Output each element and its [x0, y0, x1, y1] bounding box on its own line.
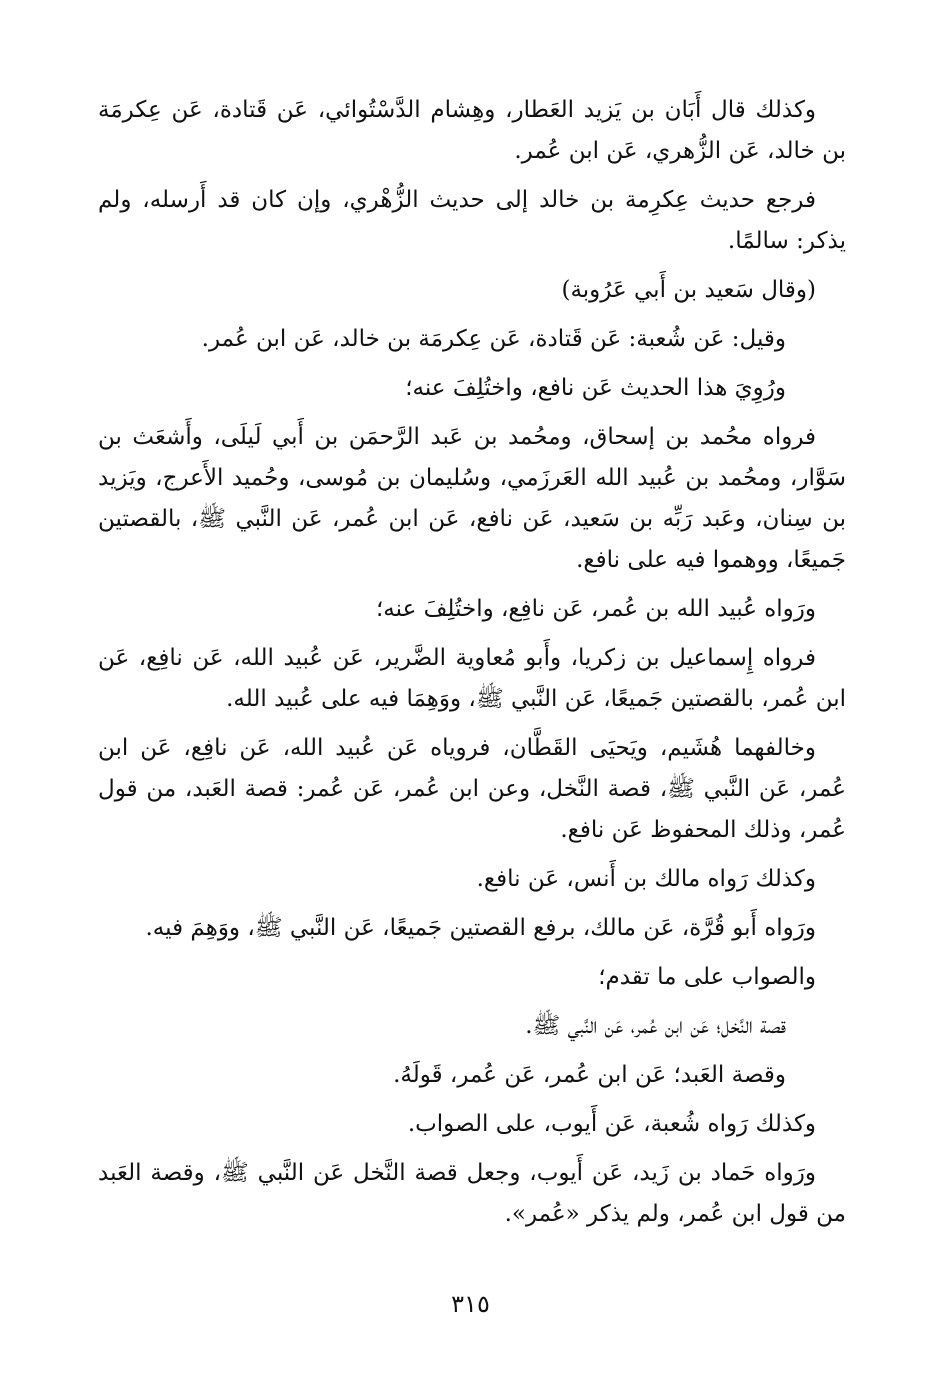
paragraph: فرواه محُمد بن إسحاق، ومحُمد بن عَبد الرَّحمَن بن أَبي لَيلَى، وأَشعَث بن سَوَّار، ومحُمد بن عُبيد الله العَرزَمي، وسُليمان بن مُوسى، وحُميد الأَعرج، ويَزيد بن سِنان، وعَبد رَبِّه بن سَعيد، عَن نافع، عَن ابن عُمر، عَن النَّبي ﷺ، بالقصتين جَميعًا، ووهموا فيه على نافع.: [98, 424, 846, 573]
paragraph: فرجع حديث عِكرِمة بن خالد إلى حديث الزُّهْري، وإن كان قد أَرسله، ولم يذكر: سالمًا.: [98, 187, 846, 254]
paragraph: وكذلك رَواه مالك بن أَنس، عَن نافع.: [476, 866, 816, 892]
paragraph: وكذلك قال أَبَان بن يَزيد العَطار، وهِشام الدَّسْتُوائي، عَن قَتادة، عَن عِكرمَة بن خالد، عَن الزُّهري، عَن ابن عُمر.: [98, 97, 846, 164]
page-body: [98, 90, 846, 1243]
paragraph: قصة النَّخل؛ عَن ابن عُمر، عَن النَّبي ﷺ.: [525, 1013, 786, 1039]
paragraph: ورَواه عُبيد الله بن عُمر، عَن نافِع، واختُلِفَ عنه؛: [376, 596, 816, 622]
paragraph: وخالفهما هُشَيم، ويَحيَى القَطَّان، فروياه عَن عُبيد الله، عَن نافِع، عَن ابن عُمر، عَن النَّبي ﷺ، قصة النَّخل، وعن ابن عُمر، عَن عُمر: قصة العَبد، من قول عُمر، وذلك المحفوظ عَن نافع.: [98, 735, 846, 843]
paragraph: وكذلك رَواه شُعبة، عَن أَيوب، على الصواب.: [407, 1111, 816, 1137]
paragraph: ورَواه حَماد بن زَيد، عَن أَيوب، وجعل قصة النَّخل عَن النَّبي ﷺ، وقصة العَبد من قول ابن عُمر، ولم يذكر «عُمر».: [98, 1160, 846, 1227]
paragraph: فرواه إِسماعيل بن زكريا، وأَبو مُعاوية الضَّرير، عَن عُبيد الله، عَن نافِع، عَن ابن عُمر، بالقصتين جَميعًا، عَن النَّبي ﷺ، ووَهِمَا فيه على عُبيد الله.: [98, 645, 846, 712]
paragraph: والصواب على ما تقدم؛: [598, 964, 816, 990]
paragraph: وقيل: عَن شُعبة: عَن قَتادة، عَن عِكرمَة بن خالد، عَن ابن عُمر.: [201, 326, 786, 352]
paragraph: ورَواه أَبو قُرَّة، عَن مالك، برفع القصتين جَميعًا، عَن النَّبي ﷺ، ووَهِمَ فيه.: [145, 915, 816, 941]
paragraph: (وقال سَعيد بن أَبي عَرُوبة): [561, 277, 816, 303]
paragraph: وقصة العَبد؛ عَن ابن عُمر، عَن عُمر، قَولَهُ.: [393, 1062, 786, 1088]
page-number: ٣١٥: [451, 1290, 490, 1318]
paragraph: ورُوِيَ هذا الحديث عَن نافع، واختُلِفَ عنه؛: [405, 375, 786, 401]
